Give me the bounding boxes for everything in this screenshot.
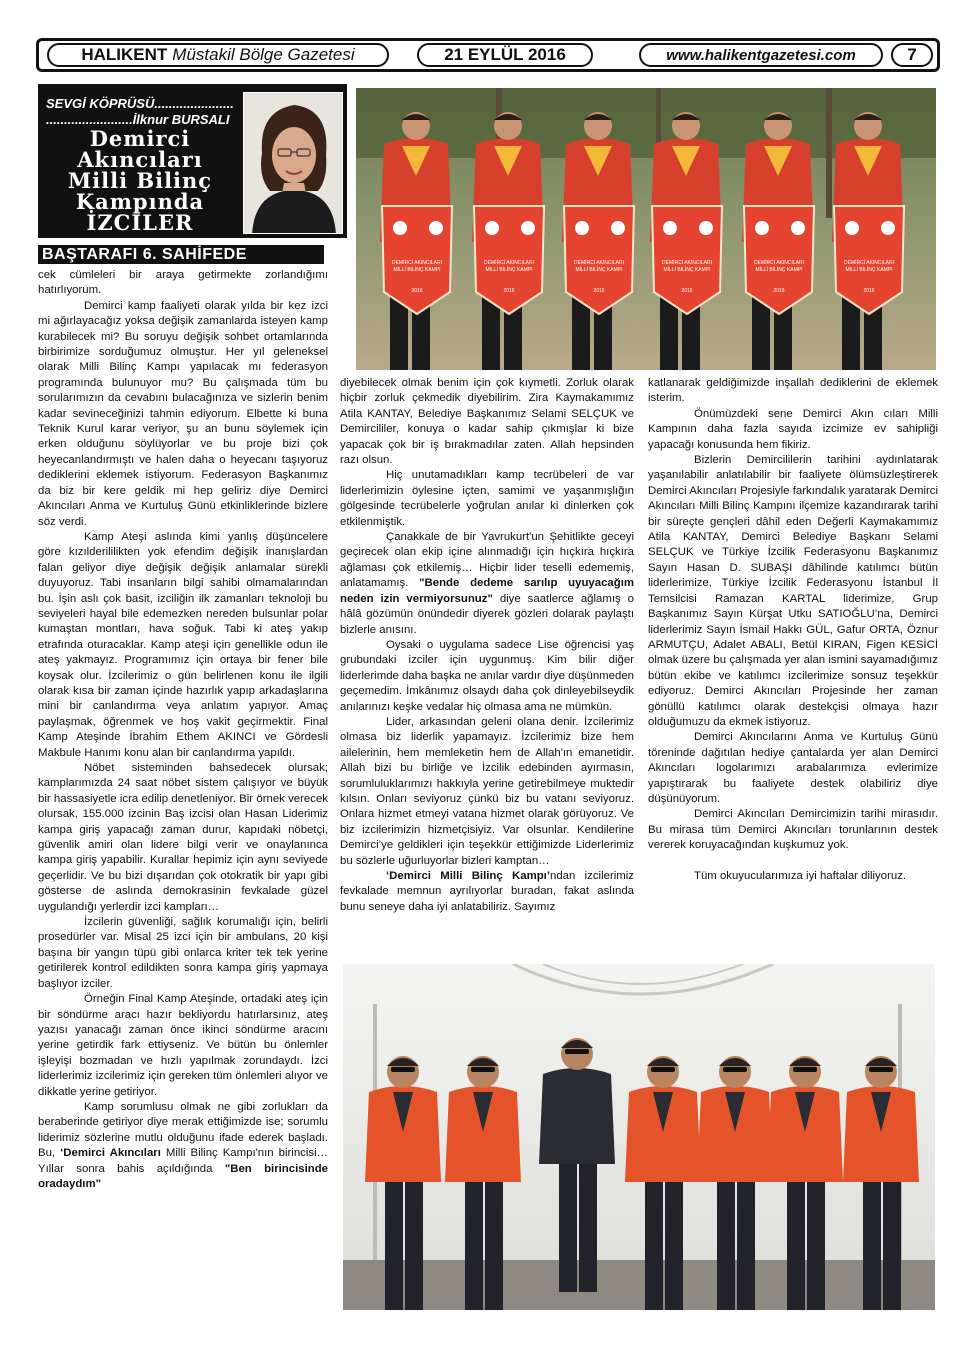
column-author: ........................İlknur BURSALI (46, 112, 230, 127)
bold-camp-name: ‘Demirci Milli Bilinç Kampı’ (386, 870, 550, 882)
page-number: 7 (891, 43, 933, 67)
paragraph: Bizlerin Demircililerin tarihini aydınlatarak yaşanılabilir anlatılabilir bir faaliyete ölümsüzleştirerek Demirci Akıncıları Projesiyle farkındalık yaratarak Demirci Akıncıları Milli Bilinç Kampını ilçemize kazandırarak tarihi bir süreçte gençleri dâhil eden Değerli Kaymakamımız Atila KANTAY, Demirci Belediye Başkanı Selami SELÇUK ve Türkiye İzcilik Federasyonu Başkanımız Sayın Hasan D. SUBAŞI dâhilinde katılımcı bütün liderlerimize, Türkiye İzcilik Federasyonu İstanbul İl Temsilcisi Ramazan KARTAL liderimize, Grup Başkanımız Sayın Kürşat Utku SATIOĞLU’na, Demirci liderlerimiz Sayın İsmail Hakkı GÜL, Gafur ORTA, Öznur ARMUTÇU, Adalet ABALI, Betül KIRAN, Figen KESİCİ olmak üzere bu çalışmada yer alan ismini sayamadığımız bütün ekibe ve katılımcı izcilerimize sonsuz teşekkür ediyoruz. Demirci Akıncıları Projesinde her zaman gönüllü katılımcı olarak destekçisi olmaya hazır olduğumuzu da ekmek istiyoruz. (648, 454, 938, 728)
newspaper-name (47, 43, 389, 67)
paragraph-text: ndan izcilerimiz fevkalade memnun ayrılıyorlar buradan, fakat aslında bunu seneye daha iyi anlatabiliriz. Sayımız (340, 870, 634, 913)
masthead (36, 38, 940, 72)
continued-from-label: BAŞTARAFI 6. SAHİFEDE (38, 245, 324, 264)
paragraph: Hiç unutamadıkları kamp tecrübeleri de var liderlerimizin öylesine içten, samimi ve yaşanmışlığın gölgesinde tecrübelerle yoğrulan anılar ki dinlerken çok etkilenmiştik. (340, 469, 634, 528)
article-title-line: Kampında (75, 189, 205, 214)
pennant-flag (564, 206, 634, 314)
article-title-line: İZCİLER (86, 210, 194, 235)
pennant-text: MİLLİ BİLİNÇ KAMPI (485, 267, 533, 273)
pennant-text: MİLLİ BİLİNÇ KAMPI (845, 267, 893, 273)
website-link[interactable]: www.halikentgazetesi.com (639, 43, 883, 67)
article-column-3 (648, 376, 938, 884)
paragraph: Örneğin Final Kamp Ateşinde, ortadaki ateş için bir söndürme aracı hazır bekliyordu hatırlarsınız, ateş yazısı yanacağı zaman önce ikinci söndürme aracını yerine getirdik fark ettiyseniz. Ve bütün bu önlemler işleyişi bozmadan ve hızlı yapılmak zorundaydı. İzci liderlerimiz izcilerimiz için gereken tüm önlemleri alıyor ve dikkatle yerine getiriyor. (38, 993, 328, 1098)
pennant-text: DEMİRCİ AKINCILARI (391, 260, 443, 266)
pennant-text: DEMİRCİ AKINCILARI (661, 260, 713, 266)
pennant-text: MİLLİ BİLİNÇ KAMPI (575, 267, 623, 273)
pennant-text: 2016 (681, 288, 693, 294)
paragraph: Demirci kamp faaliyeti olarak yılda bir kez izci mi ağırlayacağız yoksa değişik zamanlarda isteyen kamp kurabilecek mi? Bu soruyu değişik sohbet ortamlarında birbirimize sorduğumuz olmuştur. Her yıl geleneksel olarak Milli Bilinç Kampı yapılacak mı federasyon programında bulunuyor mu? Bu çalışmada tüm bu sorularımızın da cevabını bulacağınıza ve sizlerin benim kadar sevineceğinizi tahmin ediyorum. Elbette ki buna Teknik Kurul karar veriyor, şu an bunu söylemek için erken olduğunu söylüyorlar ve bu proje bizi çok heyecanlandırmıştı ve halen daha o heyecanı taşıyoruz dediklerini eklemek istiyorum. Federasyon Başkanımız da biz bir kere geldik mi hep geliriz diye Demirci Akıncıları Anma ve Kurtuluş Günü etkinliklerinde bizlere söz verdi. (38, 299, 328, 528)
paragraph (340, 869, 634, 915)
newspaper-subtitle: Müstakil Bölge Gazetesi (172, 45, 355, 64)
column-header-box (38, 84, 347, 238)
paragraph-text: Milli Bilinç Kampı'nın birincisi… Yıllar sonra bahis açıldığında (38, 1147, 328, 1175)
bold-phrase: ‘Demirci Akıncıları (60, 1147, 161, 1160)
issue-date: 21 EYLÜL 2016 (417, 43, 593, 67)
pennant-flag (382, 206, 452, 314)
pennant-text: 2016 (503, 288, 515, 294)
pennant-text: 2016 (411, 288, 423, 294)
paragraph: Oysaki o uygulama sadece Lise öğrencisi yaş grubundaki izciler için uygunmuş. Kim bilir diğer liderlerimde daha başka ne anılar vardır diye düşünmeden geçemedim. İmkânımız olsaydı daha çok dinleyebilseydik anılarınızı keşke vedalar hiç olmasa ama ne mümkün. (340, 638, 634, 713)
paragraph: Tüm okuyucularımıza iyi haftalar diliyoruz. (694, 869, 907, 882)
pennant-text: DEMİRCİ AKINCILARI (573, 260, 625, 266)
pennant-text: DEMİRCİ AKINCILARI (483, 260, 535, 266)
author-portrait (243, 92, 343, 234)
newspaper-title: HALIKENT (81, 45, 168, 64)
article-title-line: Milli Bilinç (67, 168, 213, 193)
paragraph-text: Çanakkale de bir Yavrukurt'un Şehitlikte geceyi geçirecek olan ekip içine alınmadığı için hıçkıra hıçkıra ağlaması çok etkilemiş… Hiçbir lider teselli edememiş, anlatamamış. (340, 531, 634, 590)
pennant-text: 2016 (773, 288, 785, 294)
article-column-1 (38, 268, 328, 1192)
pennant-flag (474, 206, 544, 314)
pennant-text: MİLLİ BİLİNÇ KAMPI (663, 267, 711, 273)
paragraph: Demirci Akıncıları Demircimizin tarihi mirasıdır. Bu mirasa tüm Demirci Akıncıları torunlarının destek vererek koruyacağından kuşkumuz yok. (648, 808, 938, 852)
pennant-flag (744, 206, 814, 314)
article-column-2 (340, 376, 634, 915)
bold-quote: "Ben birincisinde oradaydım" (38, 1162, 329, 1190)
pennant-text: DEMİRCİ AKINCILARI (753, 260, 805, 266)
bold-quote: "Bende dedeme sarılıp uyuyacağım neden izin vermiyorsunuz" (340, 577, 634, 605)
pennant-text: DEMİRCİ AKINCILARI (843, 260, 895, 266)
paragraph (340, 530, 634, 638)
pennant-text: MİLLİ BİLİNÇ KAMPI (393, 267, 441, 273)
paragraph: İzcilerin güvenliği, sağlık korumalığı için, belirli prosedürler var. Misal 25 izci için bir ambulans, 20 kişi başına bir yangın tüpü gibi onlarca kriter tek tek yerine getirilerek kontrol edildikten sonra kampa giriş yapmaya başlıyor izciler. (38, 916, 328, 990)
paragraph: Nöbet sisteminden bahsedecek olursak; kamplarımızda 24 saat nöbet sistem çalışıyor ve büyük bir hassasiyetle icra edilip denetleniyor. Bir örnek verecek olursak, 155.000 izcinin Baş izcisi olan Hasan Liderimiz kampa giriş yapacağı zaman durur, kapıdaki nöbetçi, güvenlik amiri olan lidere bilgi verir ve onaylanınca kampa giriş yapabilir. Kurallar hepimiz için aynı seviyede geçerlidir. Ve bu bizi dışarıdan çok otokratik bir yapı gibi gösterse de aslında demokrasinin fevkalade güzel uygulandığı yerlerdir izci kampları… (38, 762, 328, 913)
paragraph-text: Kamp sorumlusu olmak ne gibi zorlukları da beraberinde getiriyor diye merak ettiğimizde ise; sorumlu liderimiz sözlerine mutlu olduğunu ifade ederek başladı. Bu, (38, 1100, 328, 1160)
paragraph (38, 1100, 328, 1192)
spacer (648, 854, 938, 869)
paragraph: Kamp Ateşi aslında kimi yanlış düşüncelere göre kızılderililikten yok efendim değişik inanışlardan falan geliyor diye değişik değişik anlamalar sürekli duyuyoruz. Tabi insanların bilgi sahibi olmamalarından bu. İşin aslı çok basit, izciliğin ilk zamanları teknoloji bu seviyeleri hayal bile edemezken nereden bulsunlar polar kumaştan montları, hava soğuk. Tabi ki ateş yakıp etrafında oturacaklar. Kamp ateşi için genellikle odun ile ateş yakmayız. Programımız için ortaya bir fener bile koysak olur. İzcilerimiz o gün belirlenen konu ile ilgili olarak kısa bir zaman içinde hazırlık yapıp arkadaşlarına mini bir canlandırma veya anlatım yapıyor. Amaç paylaşmak, öğrenmek ve hoş vakit geçirmektir. Final Kamp Ateşinde İbrahim Ethem AKINCI ve Gördesli Makbule Hanımı konu alan bir canlandırma yapıldı. (38, 530, 328, 759)
article-title-line: Demirci (89, 126, 191, 151)
pennant-text: MİLLİ BİLİNÇ KAMPI (755, 267, 803, 273)
paragraph: Önümüzdeki sene Demirci Akın cıları Milli Kampının daha fazla sayıda izcimize ev sahipliği yapacağı konusunda hem fikiriz. (648, 407, 938, 451)
paragraph-text: diye saatlerce ağlamış o hâlâ gözümün önündedir diyerek gözleri dolarak paylaştı bizlerle anısını. (340, 592, 634, 636)
paragraph: Lider, arkasından geleni olana denir. İzcilerimiz olmasa biz liderlik yapamayız. İzcilerimiz bize hem ailelerinin, hem memleketin hem de Allah'ın emanetidir. Allah bizi bu birliğe ve İzcilik edebinden ayırmasın, sorumluluklarımızı hakkıyla yerine getirebilmeye muktedir kılsın. Onları seviyoruz çünkü biz bu vatanı seviyoruz. Onlara hizmet etmeyi vatana hizmet olarak görüyoruz. Ve biz izcilerimizin hizmetçisiyiz. Var olsunlar. Kendilerine Demirci’ye geldikleri için teşekkür ettiğimizde Liderlerimiz bu sözlerle uğurluyorlar bizleri kamptan… (340, 715, 634, 867)
article-title-line: Akıncıları (77, 147, 203, 172)
pennant-text: 2016 (863, 288, 875, 294)
column-section: SEVGİ KÖPRÜSÜ...................... (46, 96, 234, 111)
paragraph: diyebilecek olmak benim için çok kıymetli. Zorluk olarak hiçbir zorluk çekmedik diyebilirim. Zira Kaymakamımız Atila KANTAY, Belediye Başkanımız Selami SELÇUK ve Demircililer, konuya o kadar sahip çıkmışlar ki bize yapacak çok bir iş bırakmadılar zaten. Allah hepsinden razı olsun. (340, 377, 634, 467)
paragraph: katlanarak geldiğimizde inşallah dediklerini de eklemek isterim. (648, 377, 938, 405)
article-title (40, 128, 240, 233)
scouts-with-pennants-photo (356, 88, 936, 370)
paragraph: cek cümleleri bir araya getirmekte zorlandığımı hatırlıyorum. (38, 269, 328, 297)
pennant-flag (834, 206, 904, 314)
pennant-flag (652, 206, 722, 314)
scout-leaders-group-photo (343, 964, 935, 1310)
paragraph: Demirci Akıncılarını Anma ve Kurtuluş Günü töreninde dağıtılan hediye çantalarda yer alan Demirci Akıncıları logolarımızı arabalarımıza evlerimize yapıştırarak bu faaliyete destek olabiliriz diye düşünüyorum. (648, 731, 938, 805)
pennant-text: 2016 (593, 288, 605, 294)
